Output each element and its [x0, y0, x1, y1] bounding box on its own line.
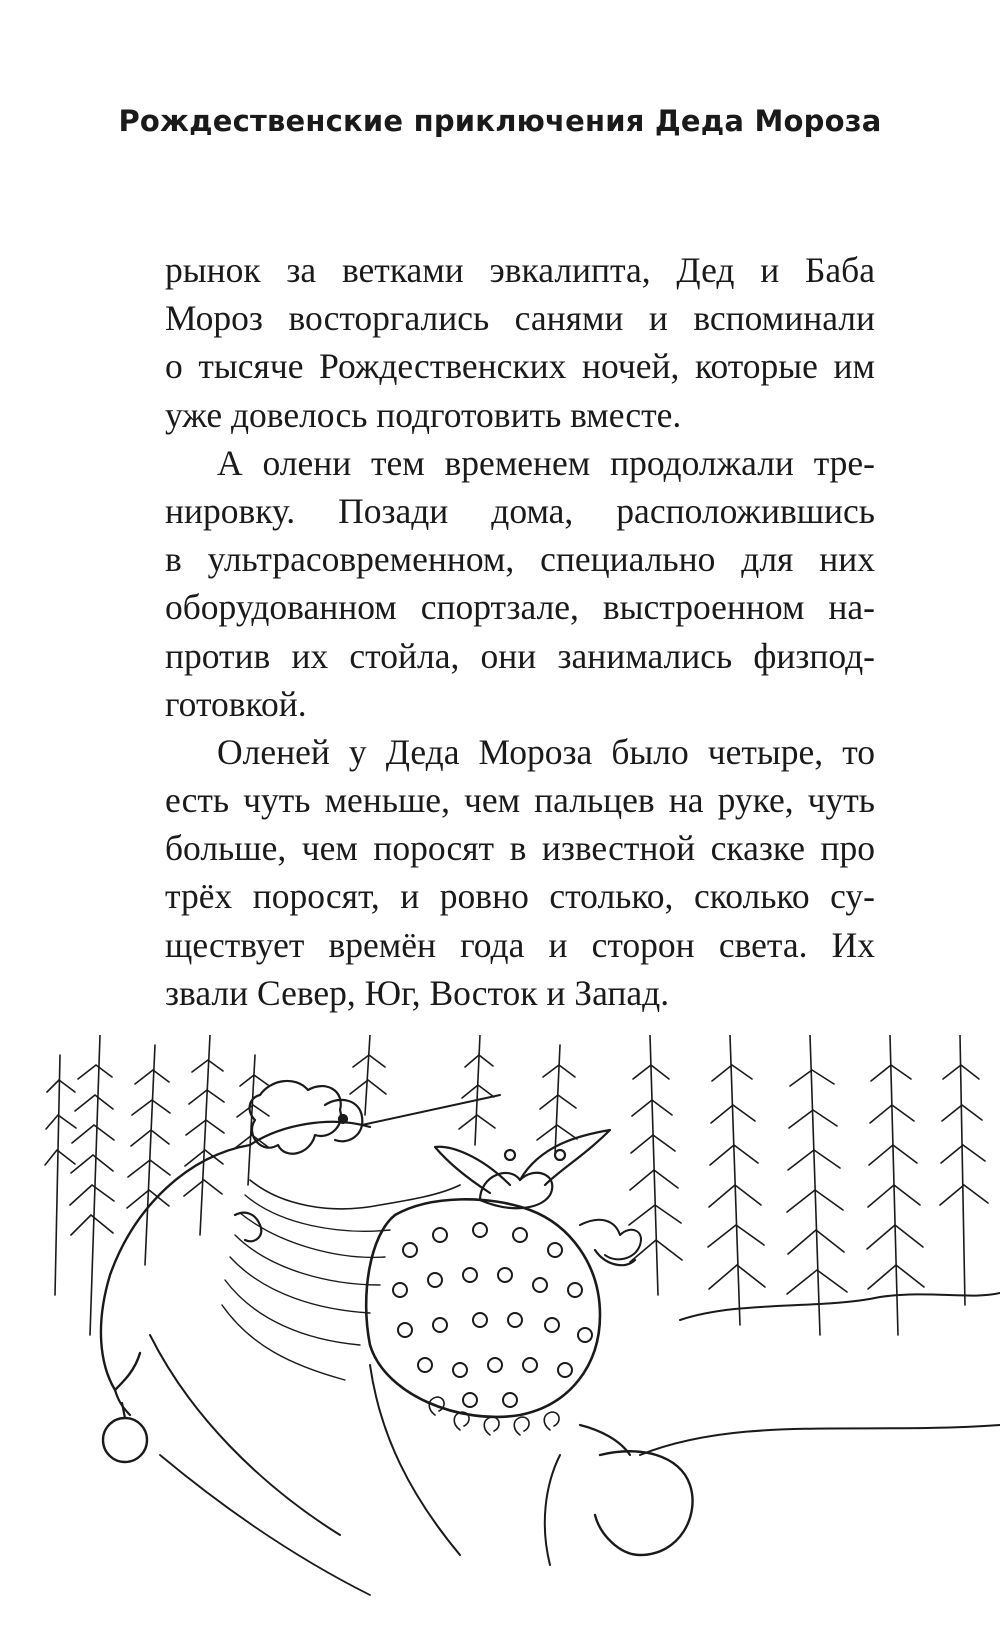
polka-dots — [393, 1223, 592, 1407]
text-line: в ультрасовременном, специально для них — [165, 539, 875, 580]
sack — [366, 1199, 600, 1417]
pine-tree-icon — [45, 1035, 269, 1335]
text-line: о тысяче Рождественских ночей, которые им — [165, 346, 875, 387]
text-line: готовкой. — [165, 683, 307, 724]
snow-ground — [680, 1293, 1000, 1320]
text-line: Оленей у Деда Мороза было четыре, то — [217, 731, 875, 772]
santa-hat — [101, 1145, 250, 1390]
text-line: Мороз восторгались санями и вспоминали — [165, 298, 875, 339]
text-line: А олени тем временем продолжали тре- — [217, 442, 875, 483]
running-head: Рождественские приключения Деда Мороза — [118, 104, 882, 138]
text-line: трёх поросят, и ровно столько, сколько су- — [165, 876, 875, 917]
body-text — [165, 246, 875, 1017]
text-line: оборудованном спортзале, выстроенном на- — [165, 587, 875, 628]
text-line: ществует времён года и сторон света. Их — [165, 924, 875, 965]
pom-pom — [103, 1418, 147, 1462]
santa-sleeping-in-forest-illustration — [40, 1035, 1000, 1635]
text-line: звали Север, Юг, Восток и Запад. — [165, 972, 670, 1013]
text-line: нировку. Позади дома, расположившись — [165, 490, 875, 531]
text-line: уже довелось подготовить вместе. — [165, 394, 682, 435]
text-line: больше, чем поросят в известной сказке про — [165, 828, 875, 869]
antler — [580, 1220, 641, 1260]
text-line: против их стойла, они занимались физпод- — [165, 635, 875, 676]
text-line: рынок за ветками эвкалипта, Дед и Баба — [165, 250, 875, 290]
text-line: есть чуть меньше, чем пальцев на руке, чуть — [165, 780, 875, 821]
mitten — [595, 1451, 693, 1555]
sack-knot — [480, 1173, 552, 1208]
pine-tree-icon — [350, 1035, 988, 1335]
